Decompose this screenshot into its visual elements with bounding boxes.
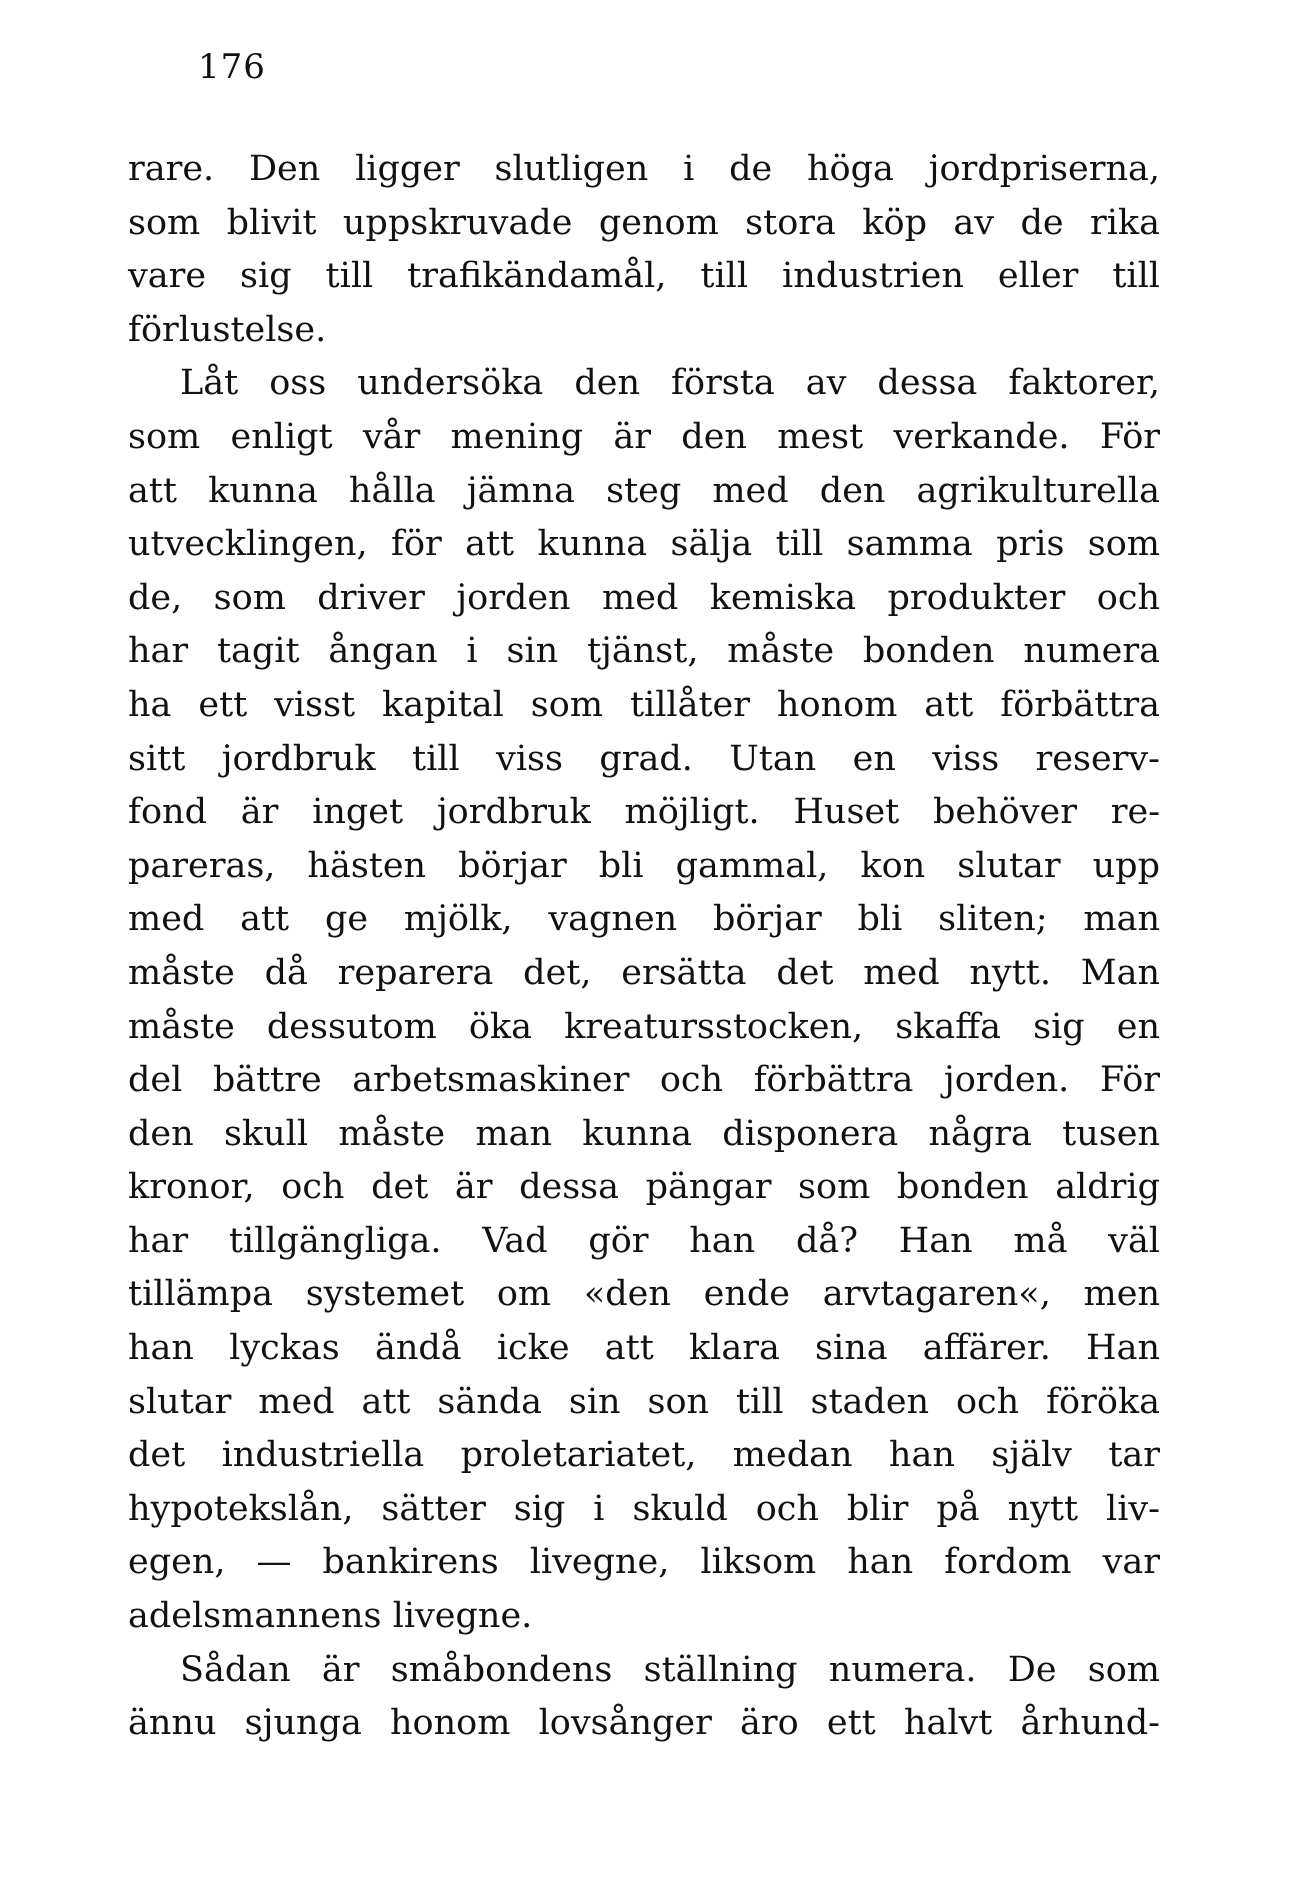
text-line: sitt jordbruk till viss grad. Utan en viss reserv- bbox=[128, 738, 1160, 779]
text-line: måste dessutom öka kreatursstocken, skaffa sig en bbox=[128, 1006, 1160, 1047]
text-line: rare. Den ligger slutligen i de höga jordpriserna, bbox=[128, 149, 1160, 189]
text-line: adelsmannens livegne. bbox=[128, 1596, 533, 1637]
text-line: har tillgängliga. Vad gör han då? Han må väl bbox=[128, 1220, 1160, 1261]
text-line: har tagit ångan i sin tjänst, måste bonden numera bbox=[128, 631, 1160, 672]
text-line: hypotekslån, sätter sig i skuld och blir på nytt liv- bbox=[128, 1488, 1160, 1529]
text-line: ännu sjunga honom lovsånger äro ett halvt århund- bbox=[128, 1703, 1160, 1744]
text-line: ha ett visst kapital som tillåter honom att förbättra bbox=[128, 684, 1160, 725]
text-line: det industriella proletariatet, medan han själv tar bbox=[128, 1435, 1160, 1476]
text-line: del bättre arbetsmaskiner och förbättra jorden. För bbox=[128, 1060, 1160, 1101]
paragraph-first-line: Sådan är småbondens ställning numera. De som bbox=[180, 1649, 1160, 1690]
text-line: den skull måste man kunna disponera några tusen bbox=[128, 1113, 1160, 1154]
text-line: slutar med att sända sin son till staden och föröka bbox=[128, 1381, 1160, 1422]
text-line: måste då reparera det, ersätta det med nytt. Man bbox=[128, 952, 1160, 993]
text-line: tillämpa systemet om «den ende arvtagaren«, men bbox=[128, 1274, 1160, 1315]
text-line: att kunna hålla jämna steg med den agrikulturella bbox=[128, 470, 1160, 511]
text-line: som enligt vår mening är den mest verkande. För bbox=[128, 416, 1160, 457]
text-line: som blivit uppskruvade genom stora köp av de rika bbox=[128, 202, 1160, 243]
text-line: han lyckas ändå icke att klara sina affärer. Han bbox=[128, 1328, 1160, 1369]
text-line: kronor, och det är dessa pängar som bonden aldrig bbox=[128, 1167, 1160, 1208]
text-line: de, som driver jorden med kemiska produkter och bbox=[128, 577, 1160, 618]
page-number: 176 bbox=[198, 47, 266, 87]
paragraph-first-line: Låt oss undersöka den första av dessa faktorer, bbox=[180, 363, 1160, 404]
body-text bbox=[128, 143, 1160, 1751]
text-line: utvecklingen, för att kunna sälja till samma pris som bbox=[128, 524, 1160, 565]
text-line: fond är inget jordbruk möjligt. Huset behöver re- bbox=[128, 792, 1160, 833]
text-line: egen, — bankirens livegne, liksom han fordom var bbox=[128, 1542, 1160, 1583]
text-line: förlustelse. bbox=[128, 309, 327, 350]
text-line: med att ge mjölk, vagnen börjar bli sliten; man bbox=[128, 899, 1160, 940]
text-line: pareras, hästen börjar bli gammal, kon slutar upp bbox=[128, 845, 1160, 886]
text-line: vare sig till trafikändamål, till industrien eller till bbox=[128, 256, 1160, 297]
